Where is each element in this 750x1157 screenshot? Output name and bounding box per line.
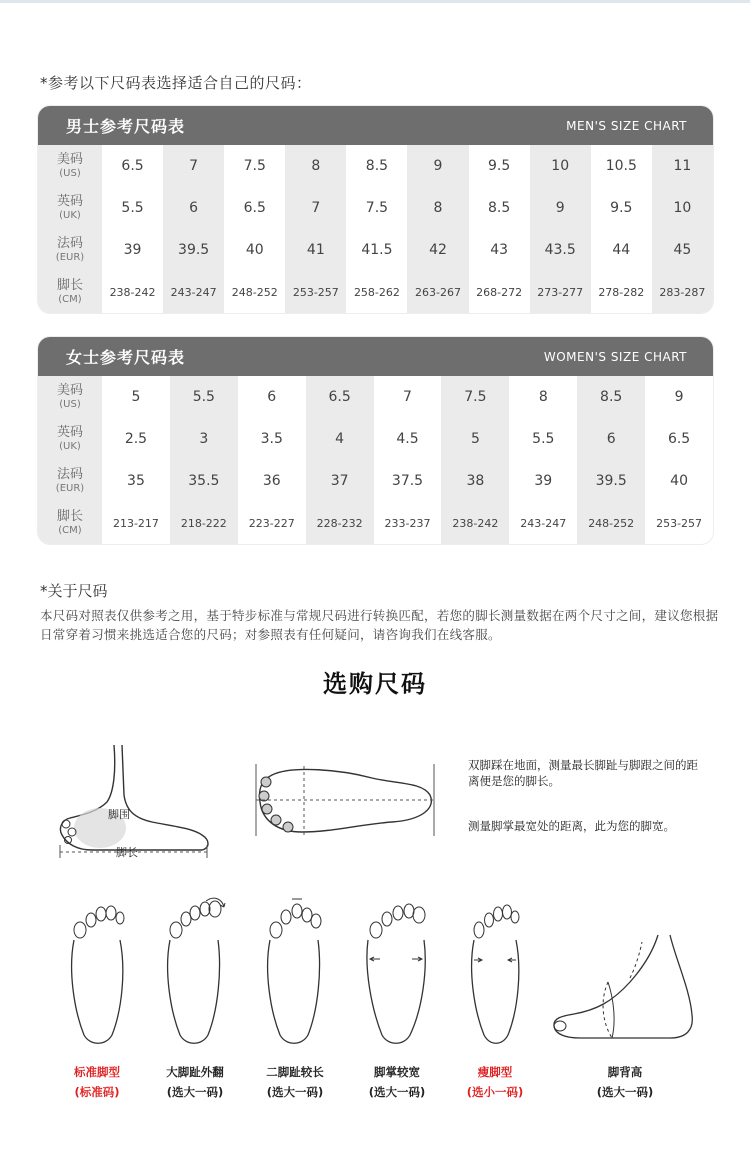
size-cell: 268-272 xyxy=(476,285,523,299)
size-cell: 5 xyxy=(441,418,509,460)
size-cell: 37.5 xyxy=(391,473,424,489)
size-cell: 213-217 xyxy=(112,516,159,530)
size-cell: 4 xyxy=(306,418,374,460)
size-cell: 5.5 xyxy=(170,376,238,418)
foot-length-label: 脚长 xyxy=(116,846,138,859)
women-row-label xyxy=(38,418,102,460)
size-cell: 37 xyxy=(306,460,374,502)
measure-width-note: 测量脚掌最宽处的距离，此为您的脚宽。 xyxy=(468,819,675,833)
foot-type-wide-icon xyxy=(364,895,430,1050)
womens-size-chart xyxy=(38,337,713,544)
size-cell: 7 xyxy=(285,187,346,229)
size-cell: 248-252 xyxy=(231,285,278,299)
size-cell: 44 xyxy=(612,242,631,258)
men-size-row xyxy=(38,229,713,271)
size-cell: 10.5 xyxy=(605,158,637,174)
foot-type-caption xyxy=(570,1062,680,1102)
size-cell: 7.5 xyxy=(365,200,389,216)
size-cell: 35 xyxy=(127,473,145,489)
row-label-cn: 脚长 xyxy=(56,278,83,293)
size-cell: 243-247 xyxy=(520,516,567,530)
women-row-label xyxy=(38,502,102,544)
size-cell: 4.5 xyxy=(396,431,419,447)
size-cell: 41.5 xyxy=(361,242,393,258)
mens-chart-title: 男士参考尺码表 xyxy=(66,117,186,136)
size-cell: 6.5 xyxy=(243,200,266,216)
about-size-title: *关于尺码 xyxy=(40,582,108,600)
size-cell: 8.5 xyxy=(365,158,389,174)
size-cell: 9 xyxy=(530,187,591,229)
row-label-cn: 法码 xyxy=(56,236,83,251)
foot-type-name: 标准脚型 xyxy=(74,1065,120,1079)
size-cell: 10 xyxy=(652,187,713,229)
mens-size-chart xyxy=(38,106,713,313)
foot-type-caption xyxy=(42,1062,152,1102)
foot-type-long-second-toe-icon xyxy=(262,895,328,1050)
size-cell: 218-222 xyxy=(170,502,238,544)
men-row-label xyxy=(38,187,102,229)
men-row-label xyxy=(38,145,102,187)
size-cell: 3.5 xyxy=(260,431,283,447)
foot-type-high-instep-icon xyxy=(550,930,700,1045)
row-label-cn: 法码 xyxy=(56,467,83,482)
row-label-en: (EUR) xyxy=(55,252,85,263)
foot-type-caption xyxy=(240,1062,350,1102)
foot-type-advice: (选大一码) xyxy=(166,1085,224,1099)
women-row-label xyxy=(38,376,102,418)
size-cell: 5.5 xyxy=(532,431,555,447)
size-cell: 39.5 xyxy=(163,229,224,271)
intro-text: *参考以下尺码表选择适合自己的尺码： xyxy=(40,74,312,92)
row-label-cn: 英码 xyxy=(56,194,83,209)
size-cell: 7.5 xyxy=(441,376,509,418)
size-cell: 5.5 xyxy=(121,200,144,216)
size-cell: 40 xyxy=(670,473,688,489)
size-cell: 8 xyxy=(407,187,468,229)
womens-chart-header xyxy=(38,337,713,376)
size-cell: 45 xyxy=(652,229,713,271)
foot-type-advice: (选大一码) xyxy=(596,1085,654,1099)
foot-type-name: 大脚趾外翻 xyxy=(166,1065,224,1079)
row-label-en: (UK) xyxy=(59,210,81,221)
men-size-row xyxy=(38,271,713,313)
foot-sole-illustration xyxy=(252,760,437,840)
women-row-label xyxy=(38,460,102,502)
size-cell: 283-287 xyxy=(652,271,713,313)
size-cell: 228-232 xyxy=(306,502,374,544)
men-size-row xyxy=(38,187,713,229)
foot-type-caption xyxy=(342,1062,452,1102)
row-label-en: (CM) xyxy=(58,525,82,536)
foot-type-caption xyxy=(440,1062,550,1102)
foot-type-name: 脚背高 xyxy=(607,1065,643,1079)
row-label-cn: 英码 xyxy=(56,425,83,440)
size-cell: 10 xyxy=(530,145,591,187)
size-cell: 38 xyxy=(441,460,509,502)
size-cell: 6 xyxy=(163,187,224,229)
size-cell: 9 xyxy=(674,389,684,405)
size-cell: 9 xyxy=(407,145,468,187)
size-cell: 278-282 xyxy=(598,285,645,299)
size-cell: 7 xyxy=(163,145,224,187)
size-cell: 238-242 xyxy=(109,285,156,299)
size-cell: 2.5 xyxy=(124,431,148,447)
foot-type-advice: (选小一码) xyxy=(466,1085,524,1099)
foot-type-name: 瘦脚型 xyxy=(477,1065,513,1079)
size-cell: 233-237 xyxy=(384,516,431,530)
size-cell: 39 xyxy=(123,242,142,258)
women-size-row xyxy=(38,376,713,418)
size-cell: 253-257 xyxy=(656,516,703,530)
size-cell: 6.5 xyxy=(306,376,374,418)
women-size-row xyxy=(38,460,713,502)
row-label-en: (US) xyxy=(59,168,81,179)
row-label-cn: 美码 xyxy=(56,152,83,167)
foot-type-caption xyxy=(140,1062,250,1102)
size-cell: 253-257 xyxy=(285,271,346,313)
size-cell: 7.5 xyxy=(243,158,266,174)
men-size-row xyxy=(38,145,713,187)
row-label-cn: 脚长 xyxy=(56,509,83,524)
size-cell: 238-242 xyxy=(441,502,509,544)
row-label-en: (US) xyxy=(59,399,81,410)
size-cell: 6 xyxy=(267,389,277,405)
size-cell: 8.5 xyxy=(577,376,645,418)
foot-type-bunion-icon xyxy=(162,895,228,1050)
measure-length-note: 双脚踩在地面，测量最长脚趾与脚跟之间的距离便是您的脚长。 xyxy=(468,758,698,788)
mens-chart-title-en: MEN'S SIZE CHART xyxy=(566,118,687,133)
size-cell: 6.5 xyxy=(121,158,144,174)
foot-type-slim-icon xyxy=(464,898,526,1050)
foot-type-name: 二脚趾较长 xyxy=(266,1065,324,1079)
size-cell: 43 xyxy=(490,242,509,258)
size-cell: 8 xyxy=(285,145,346,187)
row-label-cn: 美码 xyxy=(56,383,83,398)
row-label-en: (UK) xyxy=(59,441,81,452)
foot-type-standard-icon xyxy=(66,900,128,1050)
size-cell: 8 xyxy=(538,389,548,405)
size-cell: 273-277 xyxy=(530,271,591,313)
size-cell: 36 xyxy=(262,473,281,489)
size-cell: 248-252 xyxy=(577,502,645,544)
foot-girth-label: 脚围 xyxy=(108,808,130,821)
men-row-label xyxy=(38,229,102,271)
size-cell: 39.5 xyxy=(577,460,645,502)
size-cell: 223-227 xyxy=(248,516,295,530)
top-divider xyxy=(0,0,750,3)
foot-type-advice: (选大一码) xyxy=(368,1085,426,1099)
foot-type-name: 脚掌较宽 xyxy=(374,1065,420,1079)
size-cell: 263-267 xyxy=(407,271,468,313)
guide-title: 选购尺码 xyxy=(323,670,427,698)
size-cell: 40 xyxy=(245,242,264,258)
row-label-en: (EUR) xyxy=(55,483,85,494)
size-cell: 43.5 xyxy=(530,229,591,271)
men-row-label xyxy=(38,271,102,313)
size-cell: 5 xyxy=(131,389,141,405)
size-cell: 11 xyxy=(652,145,713,187)
womens-chart-title: 女士参考尺码表 xyxy=(66,348,186,367)
size-cell: 42 xyxy=(407,229,468,271)
womens-chart-title-en: WOMEN'S SIZE CHART xyxy=(543,349,687,364)
size-cell: 41 xyxy=(285,229,346,271)
size-cell: 9.5 xyxy=(610,200,633,216)
foot-type-advice: (选大一码) xyxy=(266,1085,324,1099)
size-cell: 6 xyxy=(577,418,645,460)
size-cell: 9.5 xyxy=(487,158,511,174)
size-cell: 258-262 xyxy=(353,285,400,299)
women-size-row xyxy=(38,502,713,544)
size-cell: 6.5 xyxy=(667,431,691,447)
size-cell: 243-247 xyxy=(163,271,224,313)
foot-type-advice: (标准码) xyxy=(74,1085,120,1099)
size-cell: 7 xyxy=(403,389,412,405)
women-size-row xyxy=(38,418,713,460)
size-cell: 35.5 xyxy=(170,460,238,502)
mens-chart-header xyxy=(38,106,713,145)
size-cell: 8.5 xyxy=(487,200,511,216)
row-label-en: (CM) xyxy=(58,294,82,305)
size-cell: 3 xyxy=(170,418,238,460)
size-cell: 39 xyxy=(534,473,553,489)
about-size-text: 本尺码对照表仅供参考之用，基于特步标准与常规尺码进行转换匹配，若您的脚长测量数据在两个尺寸之间，建议您根据日常穿着习惯来挑选适合您的尺码；对参照表有任何疑问，请咨询我们在线客服。 xyxy=(40,608,719,642)
